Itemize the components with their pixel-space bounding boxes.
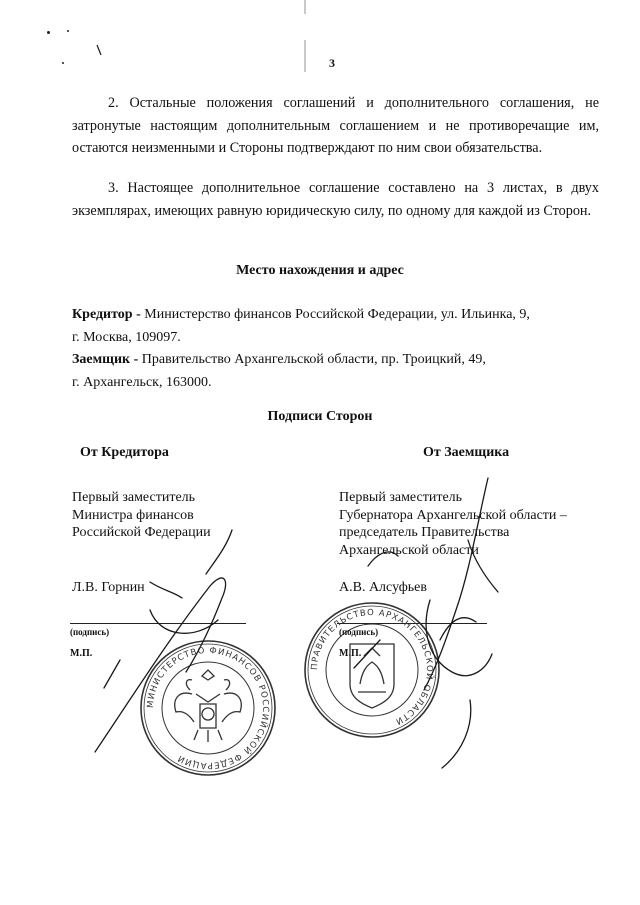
scan-speck [62,62,64,64]
borrower-position-line: Архангельской области [339,542,479,558]
creditor-position-line: Первый заместитель [72,490,196,505]
borrower-address-line2: г. Архангельск, 163000. [72,374,212,390]
borrower-position-line: председатель Правительства [339,525,510,540]
creditor-signer-name: Л.В. Горнин [72,580,145,595]
borrower-signature-caption: (подпись) [339,627,379,637]
signatures-heading: Подписи Сторон [267,409,373,424]
address-heading: Место нахождения и адрес [236,263,404,278]
creditor-label: Кредитор - [72,307,141,322]
creditor-seal-caption: М.П. [70,648,93,659]
creditor-address-line2: г. Москва, 109097. [72,329,181,345]
scan-speck [67,30,69,32]
creditor-position-line: Российской Федерации [72,525,211,540]
creditor-signature-caption: (подпись) [70,627,110,637]
creditor-address-line1: Министерство финансов Российской Федерации, ул. Ильинка, 9, [140,307,530,322]
government-stamp-text: ПРАВИТЕЛЬСТВО АРХАНГЕЛЬСКОЙ ОБЛАСТИ [309,607,435,727]
borrower-signer-name: А.В. Алсуфьев [339,580,428,595]
borrower-address-line1: Правительство Архангельской области, пр. Троицкий, 49, [138,352,486,367]
creditor-title: От Кредитора [80,445,169,460]
borrower-seal-caption: М.П. [339,648,362,659]
page-number: 3 [329,56,335,70]
ministry-stamp-text: МИНИСТЕРСТВО ФИНАНСОВ РОССИЙСКОЙ ФЕДЕРАЦИИ [145,645,271,771]
creditor-position-line: Министра финансов [72,507,194,523]
borrower-position-line: Первый заместитель [339,490,463,505]
borrower-title: От Заемщика [423,445,510,460]
borrower-position-line: Губернатора Архангельской области – [339,507,567,523]
scan-speck [47,31,50,34]
borrower-label: Заемщик - [72,352,139,367]
paragraph-2-text: 2. Остальные положения соглашений и дополнительного соглашения, не затронутые настоящим дополнительным соглашением и не противоречащие им, остаются неизменными и Стороны подтверждают по ним свои обязательства. [72,95,599,156]
paragraph-3-text: 3. Настоящее дополнительное соглашение составлено на 3 листах, в двух экземплярах, имеющих равную юридическую силу, по одному для каждой из Сторон. [72,180,599,219]
